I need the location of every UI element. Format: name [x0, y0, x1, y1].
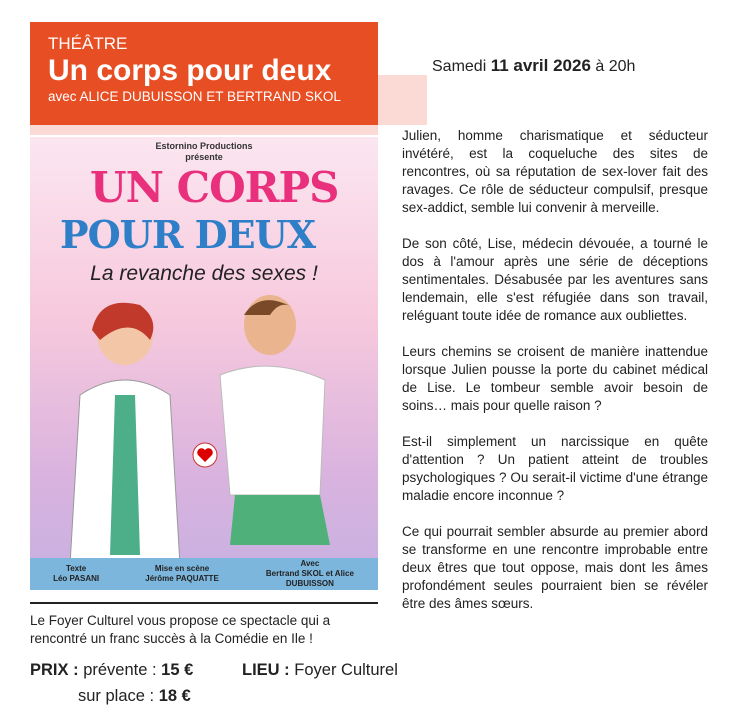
poster-title-1: UN CORPS: [90, 163, 339, 212]
synopsis: [402, 127, 708, 631]
show-date: Samedi 11 avril 2026 à 20h: [432, 56, 636, 75]
header-shadow: [378, 75, 427, 125]
synopsis-paragraph: Ce qui pourrait sembler absurde au premier abord se transforme en une rencontre improbable entre deux êtres que tout oppose, mais dont les âmes profondément seules pourraient bien se révéler être des âmes sœurs.: [402, 524, 708, 611]
poster-credits: [30, 558, 378, 590]
show-title: Un corps pour deux: [48, 54, 332, 87]
synopsis-paragraph: De son côté, Lise, médecin dévouée, a tourné le dos à l'amour après une série de déceptions sentimentales. Désabusée par les aventures sans lendemain, elle s'est réfugiée dans son travail, reléguant toute idée de romance aux oubliettes.: [402, 236, 708, 323]
poster-illustration: [30, 295, 378, 590]
poster-subtitle: La revanche des sexes !: [90, 262, 318, 285]
cast-line: avec ALICE DUBUISSON ET BERTRAND SKOL: [48, 89, 341, 104]
header-banner: [30, 22, 378, 125]
genre-label: THÉÂTRE: [48, 34, 128, 53]
poster-title-2: POUR DEUX: [60, 212, 316, 257]
poster-producer: Estornino Productions présente: [155, 141, 253, 162]
synopsis-paragraph: Leurs chemins se croisent de manière inattendue lorsque Julien pousse la porte du cabinet médical de Lise. Le tombeur semble avoir besoin de soins… mais pour quelle raison ?: [402, 344, 708, 413]
synopsis-paragraph: Julien, homme charismatique et séducteur invétéré, est la coqueluche des sites de rencontres, où sa réputation de sex-lover fait des ravages. Ce rôle de séducteur compulsif, presque sex-addict, semble lui convenir à merveille.: [402, 128, 708, 215]
divider: [30, 602, 378, 604]
intro-text: Le Foyer Culturel vous propose ce spectacle qui a rencontré un franc succès à la Comédie en Ile !: [30, 613, 331, 646]
header-shadow-bottom: [30, 125, 378, 135]
credit-text: Texte Léo PASANI: [53, 564, 100, 583]
price-block: PRIX : prévente : 15 € sur place : 18 €: [30, 661, 194, 705]
show-poster: [30, 137, 378, 590]
synopsis-paragraph: Est-il simplement un narcissique en quête d'attention ? Un patient atteint de troubles psychologiques ? Ou serait-il victime d'une étrange maladie encore inconnue ?: [402, 434, 708, 503]
credit-cast: Avec Bertrand SKOL et Alice DUBUISSON: [265, 559, 354, 588]
credit-direction: Mise en scène Jérôme PAQUATTE: [145, 564, 219, 583]
venue-block: LIEU : Foyer Culturel: [242, 661, 398, 679]
